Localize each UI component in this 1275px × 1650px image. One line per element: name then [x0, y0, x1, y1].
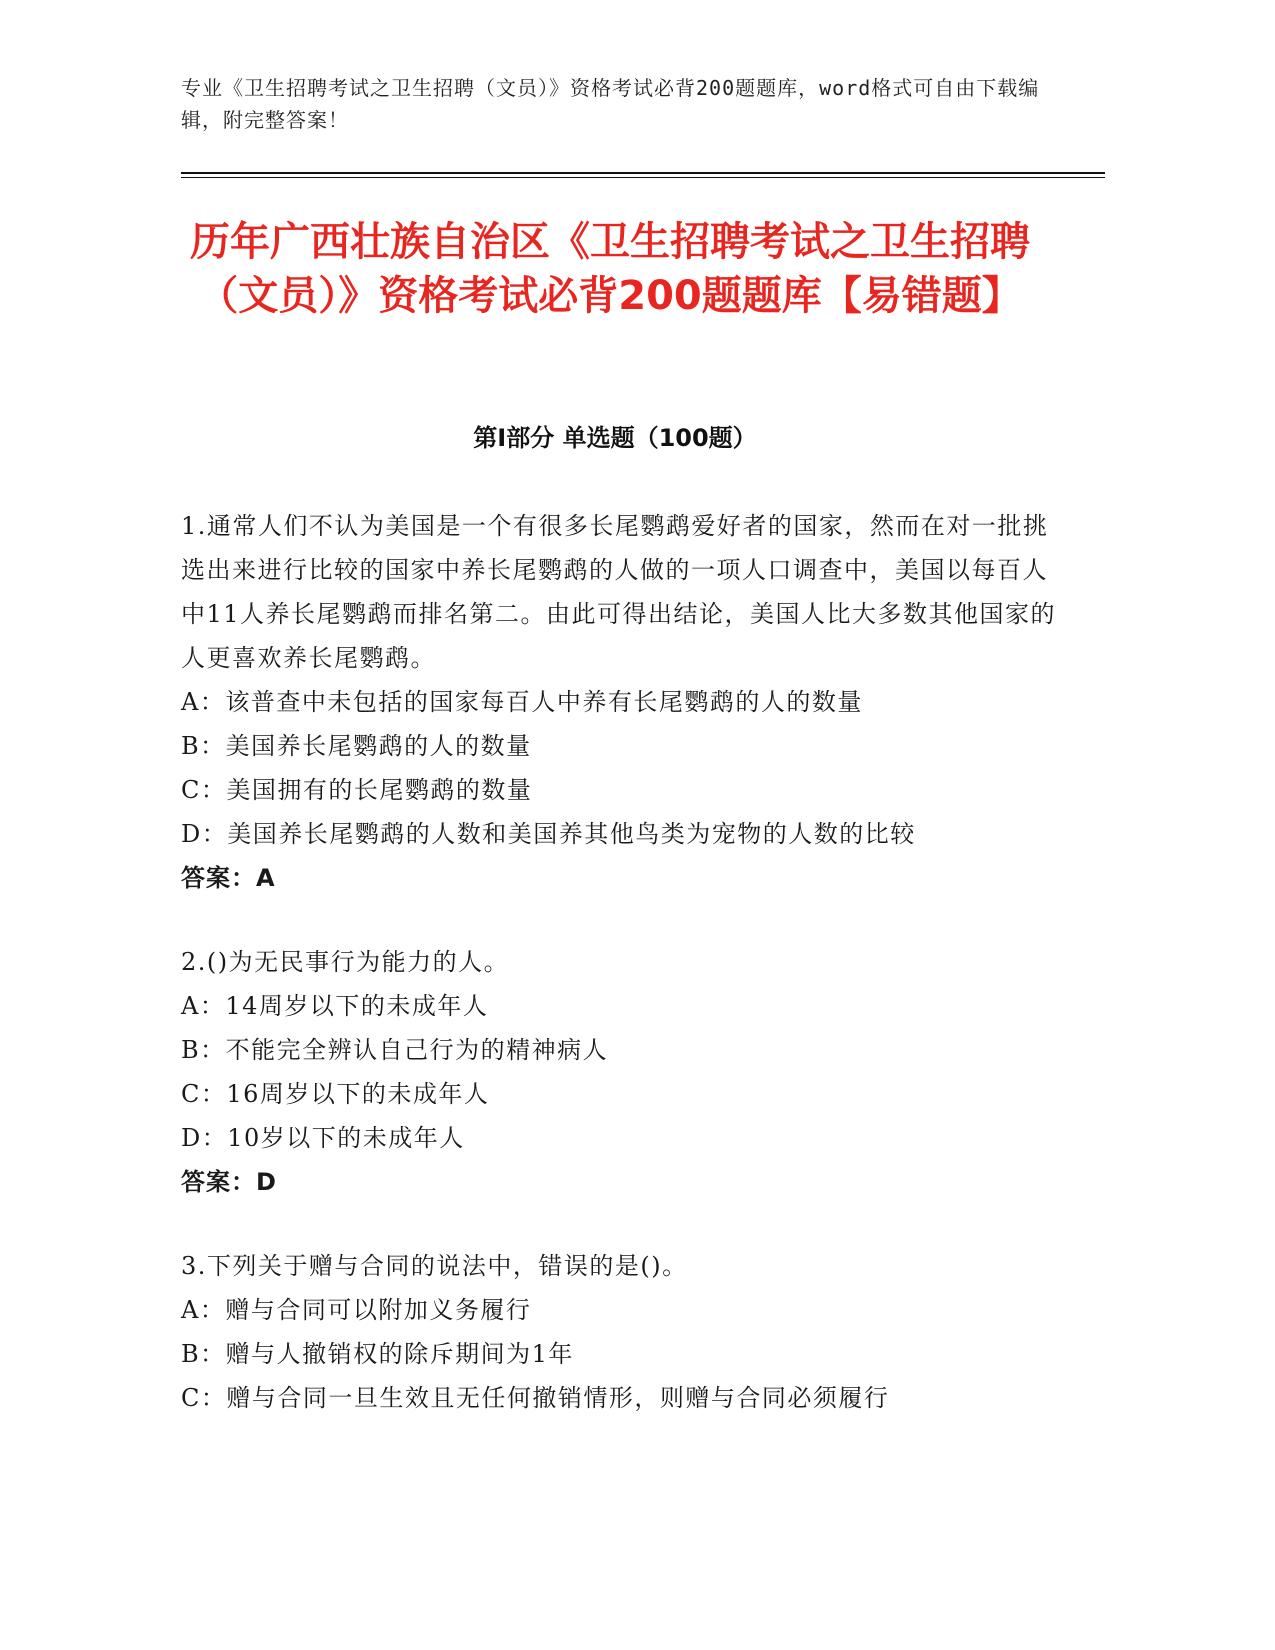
- option-a: A：该普查中未包括的国家每百人中养有长尾鹦鹉的人的数量: [181, 688, 863, 716]
- answer-label: 答案：D: [181, 1168, 277, 1196]
- option-a: A：赠与合同可以附加义务履行: [181, 1296, 532, 1324]
- option-d: D：美国养长尾鹦鹉的人数和美国养其他鸟类为宠物的人数的比较: [181, 820, 916, 848]
- question-stem: 3.下列关于赠与合同的说法中，错误的是()。: [181, 1252, 688, 1280]
- option-b: B：赠与人撤销权的除斥期间为1年: [181, 1340, 574, 1368]
- option-c: C：赠与合同一旦生效且无任何撤销情形，则赠与合同必须履行: [181, 1384, 890, 1412]
- header-divider: [181, 172, 1105, 178]
- question-2: [181, 940, 1061, 1204]
- option-a: A：14周岁以下的未成年人: [181, 992, 489, 1020]
- header-note: 专业《卫生招聘考试之卫生招聘（文员）》资格考试必背200题题库，word格式可自由下载编辑，附完整答案！: [181, 76, 1040, 132]
- question-stem: 2.()为无民事行为能力的人。: [181, 948, 510, 976]
- question-stem: 1.通常人们不认为美国是一个有很多长尾鹦鹉爱好者的国家，然而在对一批挑选出来进行比较的国家中养长尾鹦鹉的人做的一项人口调查中，美国以每百人中11人养长尾鹦鹉而排名第二。由此可得出结论，美国人比大多数其他国家的人更喜欢养长尾鹦鹉。: [181, 512, 1057, 672]
- option-c: C：16周岁以下的未成年人: [181, 1080, 490, 1108]
- section-heading: 第I部分 单选题（100题）: [473, 424, 757, 452]
- option-b: B：美国养长尾鹦鹉的人的数量: [181, 732, 532, 760]
- document-title: 历年广西壮族自治区《卫生招聘考试之卫生招聘（文员）》资格考试必背200题题库【易错题】: [190, 219, 1030, 319]
- question-3: [181, 1244, 1061, 1420]
- answer-label: 答案：A: [181, 864, 276, 892]
- option-c: C：美国拥有的长尾鹦鹉的数量: [181, 776, 533, 804]
- option-b: B：不能完全辨认自己行为的精神病人: [181, 1036, 609, 1064]
- question-list: [181, 504, 1061, 1460]
- question-1: [181, 504, 1061, 900]
- option-d: D：10岁以下的未成年人: [181, 1124, 465, 1152]
